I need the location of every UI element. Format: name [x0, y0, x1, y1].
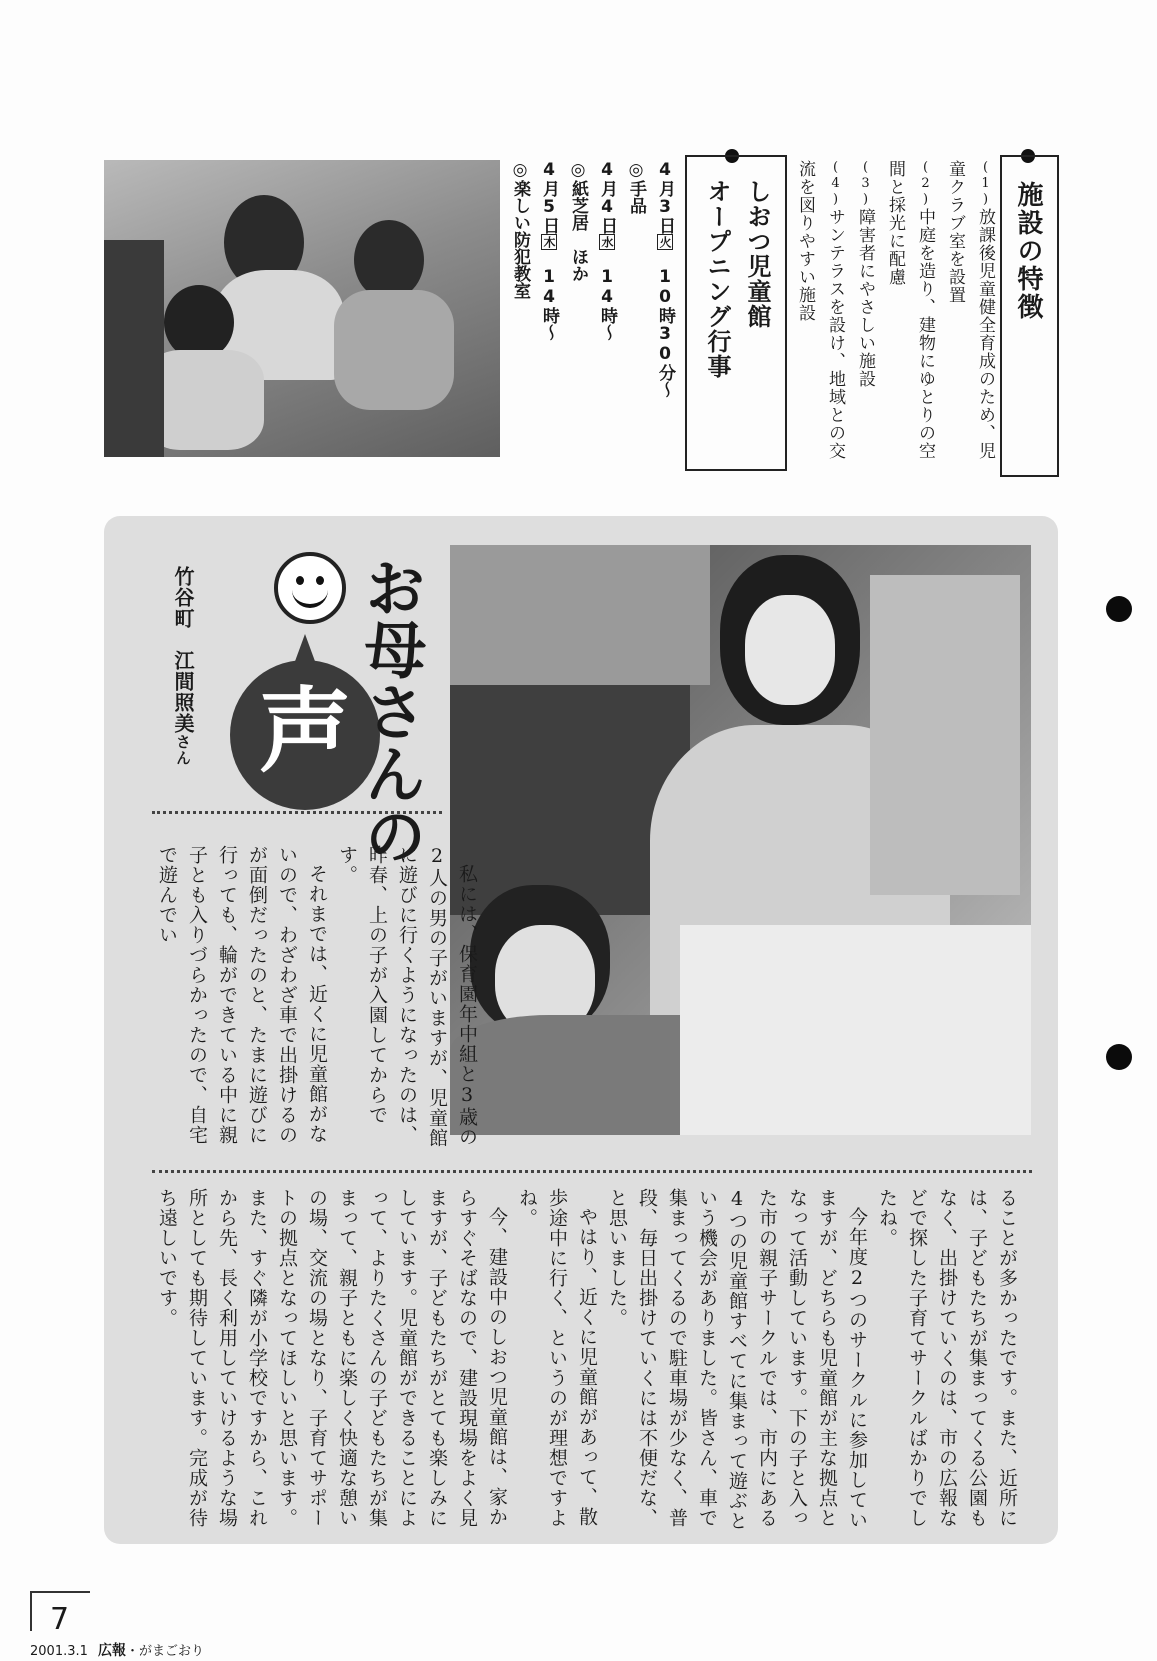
features-list — [790, 160, 1000, 460]
feature-item: (3)障害者にやさしい施設 — [855, 160, 875, 388]
divider — [152, 811, 442, 814]
smiley-icon — [274, 552, 346, 624]
author: 竹谷町 江間照美さん — [171, 566, 195, 766]
top-photo — [104, 160, 500, 457]
paragraph: ることが多かったです。また、近所には、子どもたちが集まってくる公園もなく、出掛けていくのは、市の広報などで探した子育てサークルばかりでしたね。 — [876, 1188, 1018, 1528]
paragraph: 今年度2つのサークルに参加していますが、どちらも児童館が主な拠点となって活動しています。下の子と入った市の親子サークルでは、市内にある4つの児童館すべてに集まって遊ぶという機会がありました。皆さん、車で集まってくるので駐車場が少なく、普段、毎日出掛けていくには不便だな、と思いました。 — [606, 1188, 868, 1531]
article-column-2 — [152, 1188, 1022, 1532]
event-date: 4月5日木 14時～ — [539, 160, 559, 341]
publication: 広報 — [98, 1643, 127, 1659]
mother-child-photo — [450, 545, 1031, 1135]
event-date: 4月4日水 14時～ — [597, 160, 617, 341]
paragraph: 今、建設中のしおつ児童館は、家からすぐそばなので、建設現場をよく見ますが、子どもたちがとても楽しみにしています。児童館ができることによって、よりたくさんの子どもたちが集まって、親子ともに楽しく快適な憩いの場、交流の場となり、子育てサポートの拠点となってほしいと思います。また、すぐ隣が小学校ですから、これから先、長く利用していけるような場所としても期待しています。完成が待ち遠しいです。 — [156, 1188, 508, 1528]
article-column-1 — [152, 845, 482, 1163]
binder-hole — [1106, 1044, 1132, 1070]
event-program: ◎手品 — [626, 160, 646, 214]
event-program: ◎紙芝居 ほか — [568, 160, 588, 282]
voice-badge: 声 — [230, 660, 380, 810]
author-town: 竹谷町 — [171, 566, 195, 629]
publication-name: ・がまごおり — [126, 1644, 205, 1659]
events-title: しおつ児童館 オープニング行事 — [703, 179, 771, 379]
feature-item: (2)中庭を造り、建物にゆとりの空間と採光に配慮 — [885, 160, 935, 460]
page-number: 7 — [50, 1602, 70, 1637]
event-program: ◎楽しい防犯教室 — [510, 160, 530, 299]
feature-item: (4)サンテラスを設け、地域との交流を図りやすい施設 — [795, 160, 845, 460]
section-heading: お母さんの — [354, 556, 427, 866]
events-box — [685, 155, 787, 471]
features-title: 施設の特徴 — [1013, 181, 1043, 321]
features-box — [1000, 155, 1059, 477]
paragraph: やはり、近くに児童館があって、散歩途中に行く、というのが理想ですよね。 — [516, 1188, 598, 1528]
author-name: 江間照美 — [171, 650, 195, 734]
binder-hole — [1106, 596, 1132, 622]
event-date: 4月3日火 10時30分～ — [655, 160, 675, 398]
feature-item: (1)放課後児童健全育成のため、児童クラブ室を設置 — [945, 160, 995, 460]
issue-date: 2001.3.1 — [30, 1644, 88, 1659]
events-list — [505, 160, 679, 460]
footer — [30, 1640, 204, 1660]
paragraph: 私には、保育園年中組と3歳の2人の男の子がいますが、児童館に遊びに行くようになったのは、昨春、上の子が入園してからです。 — [336, 845, 478, 1148]
divider — [152, 1170, 1032, 1173]
paragraph: それまでは、近くに児童館がないので、わざわざ車で出掛けるのが面倒だったのと、たまに遊びに行っても、輪ができている中に親子とも入りづらかったので、自宅で遊んでい — [156, 845, 328, 1145]
